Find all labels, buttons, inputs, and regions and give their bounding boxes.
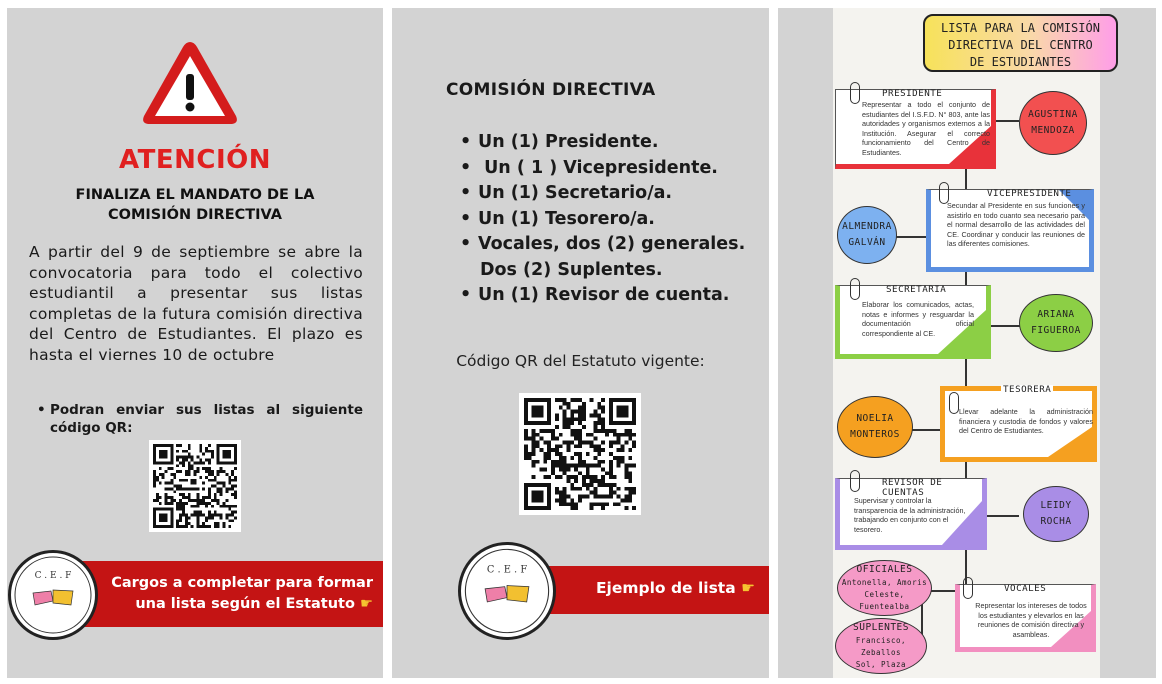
name-line: GALVÁN xyxy=(848,237,886,248)
card-body: Secundar al Presidente en sus funciones y asistirlo en todo cuanto sea necesario para el normal desarrollo de las actividades del CE. Coordinar y conducir las reuniones de las diferentes comisiones. xyxy=(947,201,1085,248)
connector xyxy=(990,325,1020,327)
announcement-panel xyxy=(7,8,383,678)
list-item: • Un (1) Secretario/a. xyxy=(460,183,673,203)
cef-logo xyxy=(8,550,98,640)
warning-triangle-icon xyxy=(140,38,240,130)
list-item: • Un (1) Tesorero/a. xyxy=(460,208,655,229)
list-item: • Un (1) Revisor de cuenta. xyxy=(460,285,730,305)
name-line: Sol, Plaza xyxy=(855,660,907,669)
name-line: ARIANA xyxy=(1037,309,1075,320)
list-item: • Un ( 1 ) Vicepresidente. xyxy=(460,157,718,178)
card-body: Elaborar los comunicados, actas, notas e informes y resguardar la documentación oficial correspondiente al CE. xyxy=(862,300,974,338)
paperclip-icon xyxy=(949,392,959,414)
name-line: LEIDY xyxy=(1040,500,1072,511)
card-heading: TESORERA xyxy=(1003,384,1052,395)
subtitle-line: FINALIZA EL MANDATO DE LA xyxy=(75,187,315,203)
revisor-name-oval xyxy=(1023,486,1089,542)
oficiales-oval xyxy=(837,560,932,616)
name-line: FIGUEROA xyxy=(1031,325,1081,336)
name-line: AGUSTINA xyxy=(1028,109,1078,120)
estatuto-banner xyxy=(53,561,383,627)
call-paragraph: A partir del 9 de septiembre se abre la convocatoria para todo el colectivo estudiantil a presentar sus listas completas de la futura comisión directiva del Centro de Estudiantes. El plazo es hasta el viernes 10 de octubre xyxy=(29,243,363,364)
banner-line: Cargos a completar para formar xyxy=(111,575,373,591)
attention-heading: ATENCIÓN xyxy=(119,145,271,175)
name-line: ROCHA xyxy=(1040,516,1072,527)
positions-title: COMISIÓN DIRECTIVA xyxy=(446,80,656,100)
tesorera-card xyxy=(940,386,1097,462)
connector xyxy=(985,515,1019,517)
cef-logo xyxy=(458,542,556,640)
bullet-text: Podran enviar sus listas al siguiente código QR: xyxy=(50,402,363,436)
svg-text:C . E . F: C . E . F xyxy=(486,564,528,576)
svg-text:C . E . F: C . E . F xyxy=(34,571,72,581)
list-item: • Un (1) Presidente. xyxy=(460,132,659,152)
vicepresidente-card xyxy=(926,189,1094,272)
paperclip-icon xyxy=(850,278,860,300)
subtitle-line: COMISIÓN DIRECTIVA xyxy=(107,207,283,223)
oval-heading: SUPLENTES xyxy=(853,622,909,633)
card-body: Llevar adelante la administración financiera y custodia de fondos y valores del Centro de Estudiantes. xyxy=(959,407,1093,435)
positions-panel xyxy=(392,8,769,678)
presidente-name-oval xyxy=(1019,91,1087,155)
chart-title xyxy=(923,14,1118,72)
positions-list xyxy=(460,130,745,309)
paperclip-icon xyxy=(850,470,860,492)
name-line: MONTEROS xyxy=(850,429,900,440)
mandate-subtitle xyxy=(7,185,383,225)
example-banner xyxy=(522,566,769,614)
banner-text: Ejemplo de lista xyxy=(595,579,736,597)
title-line: DIRECTIVA DEL CENTRO xyxy=(948,38,1093,52)
example-list-panel xyxy=(778,8,1156,678)
bullet-dot: • xyxy=(37,402,46,418)
name-line: Francisco, Zeballos xyxy=(855,636,907,657)
card-body: Representar a todo el conjunto de estudiantes del I.S.F.D. N° 803, ante las autoridades y organismos externos a la Institución. Asegurar el correcto funcionamiento del Centro de Estudiantes. xyxy=(862,100,990,157)
paperclip-icon xyxy=(939,182,949,204)
name-line: NOELIA xyxy=(856,413,894,424)
card-heading: REVISOR DE CUENTAS xyxy=(882,477,943,498)
qr-bullet xyxy=(37,401,363,437)
name-line: Celeste, Fuentealba xyxy=(859,590,910,611)
name-line: Antonella, Amoris xyxy=(841,578,928,587)
suplentes-oval xyxy=(835,618,927,674)
connector xyxy=(995,120,1019,122)
name-line: MENDOZA xyxy=(1031,125,1075,136)
banner-line: una lista según el Estatuto xyxy=(135,596,355,612)
vicepresidente-name-oval xyxy=(837,206,897,264)
pointing-hand-icon: ☛ xyxy=(741,579,755,597)
pointing-hand-icon: ☛ xyxy=(360,596,373,612)
card-body: Supervisar y controlar la transparencia de la administración, trabajando en conjunto con el tesorero. xyxy=(854,496,966,534)
tesorera-name-oval xyxy=(837,396,913,458)
qr-label: Código QR del Estatuto vigente: xyxy=(456,352,705,370)
list-item: • Vocales, dos (2) generales. Dos (2) Suplentes. xyxy=(460,234,746,280)
card-heading: PRESIDENTE xyxy=(882,88,943,99)
estatuto-qr-code[interactable] xyxy=(519,393,641,515)
card-heading: SECRETARIA xyxy=(886,284,947,295)
submission-qr-code[interactable] xyxy=(149,440,241,532)
title-line: LISTA PARA LA COMISIÓN xyxy=(941,21,1100,35)
card-heading: VOCALES xyxy=(1004,583,1047,594)
vocales-card xyxy=(955,584,1096,652)
paperclip-icon xyxy=(963,577,973,599)
name-line: ALMENDRA xyxy=(842,221,892,232)
oval-heading: OFICIALES xyxy=(856,564,913,575)
secretaria-name-oval xyxy=(1019,294,1093,352)
card-body: Representar los intereses de todos los estudiantes y elevarlos en las reuniones de comisión directiva y asambleas. xyxy=(975,601,1087,639)
paperclip-icon xyxy=(850,82,860,104)
org-chart-sheet xyxy=(833,8,1100,678)
title-line: DE ESTUDIANTES xyxy=(969,55,1072,69)
card-heading: VICEPRESIDENTE xyxy=(987,188,1072,199)
